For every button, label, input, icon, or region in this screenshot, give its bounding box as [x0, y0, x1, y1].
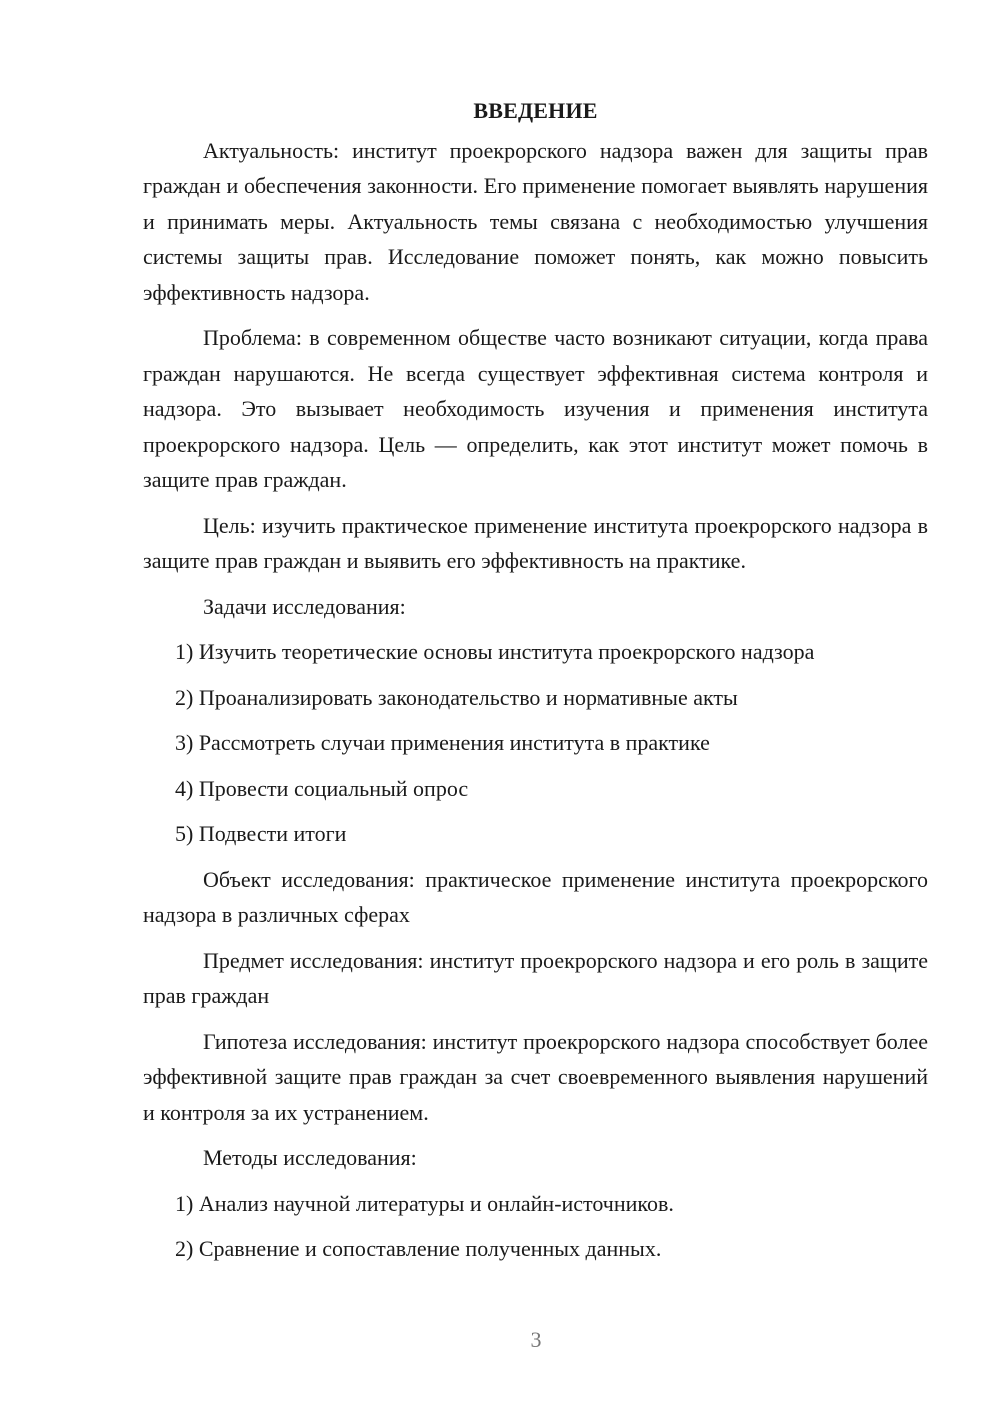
relevance-paragraph: Актуальность: институт проекрорского надзора важен для защиты прав граждан и обеспечения законности. Его применение помогает выявлять нарушения и принимать меры. Актуальность темы связана с необходимостью улучшения системы защиты прав. Исследование поможет понять, как можно повысить эффективность надзора. — [143, 137, 928, 305]
list-item: 4) Провести социальный опрос — [175, 775, 469, 801]
list-item: 2) Сравнение и сопоставление полученных данных. — [175, 1236, 662, 1261]
methods-list — [143, 1186, 928, 1267]
page-number: 3 — [530, 1327, 542, 1352]
list-item: 1) Изучить теоретические основы института проекрорского надзора — [175, 639, 815, 664]
subject-paragraph: Предмет исследования: институт проекрорского надзора и его роль в защите прав граждан — [143, 947, 928, 1008]
methods-title: Методы исследования: — [203, 1145, 417, 1170]
tasks-title: Задачи исследования: — [203, 593, 406, 619]
hypothesis-paragraph: Гипотеза исследования: институт проекрорского надзора способствует более эффективной защите прав граждан за счет своевременного выявления нарушений и контроля за их устранением. — [143, 1028, 928, 1125]
tasks-list — [143, 634, 928, 852]
problem-paragraph: Проблема: в современном обществе часто возникают ситуации, когда права граждан нарушаются. Не всегда существует эффективная система контроля и надзора. Это вызывает необходимость изучения и применения института проекрорского надзора. Цель — определить, как этот институт может помочь в защите прав граждан. — [143, 325, 928, 492]
list-item: 5) Подвести итоги — [175, 821, 347, 846]
list-item: 2) Проанализировать законодательство и нормативные акты — [175, 684, 738, 710]
list-item: 1) Анализ научной литературы и онлайн-источников. — [175, 1190, 674, 1216]
section-heading: ВВЕДЕНИЕ — [473, 98, 598, 123]
page-content — [143, 93, 928, 1277]
list-item: 3) Рассмотреть случаи применения института в практике — [175, 730, 710, 755]
goal-paragraph: Цель: изучить практическое применение института проекрорского надзора в защите прав граждан и выявить его эффективность на практике. — [143, 512, 928, 573]
object-paragraph: Объект исследования: практическое применение института проекрорского надзора в различных сферах — [143, 866, 928, 927]
